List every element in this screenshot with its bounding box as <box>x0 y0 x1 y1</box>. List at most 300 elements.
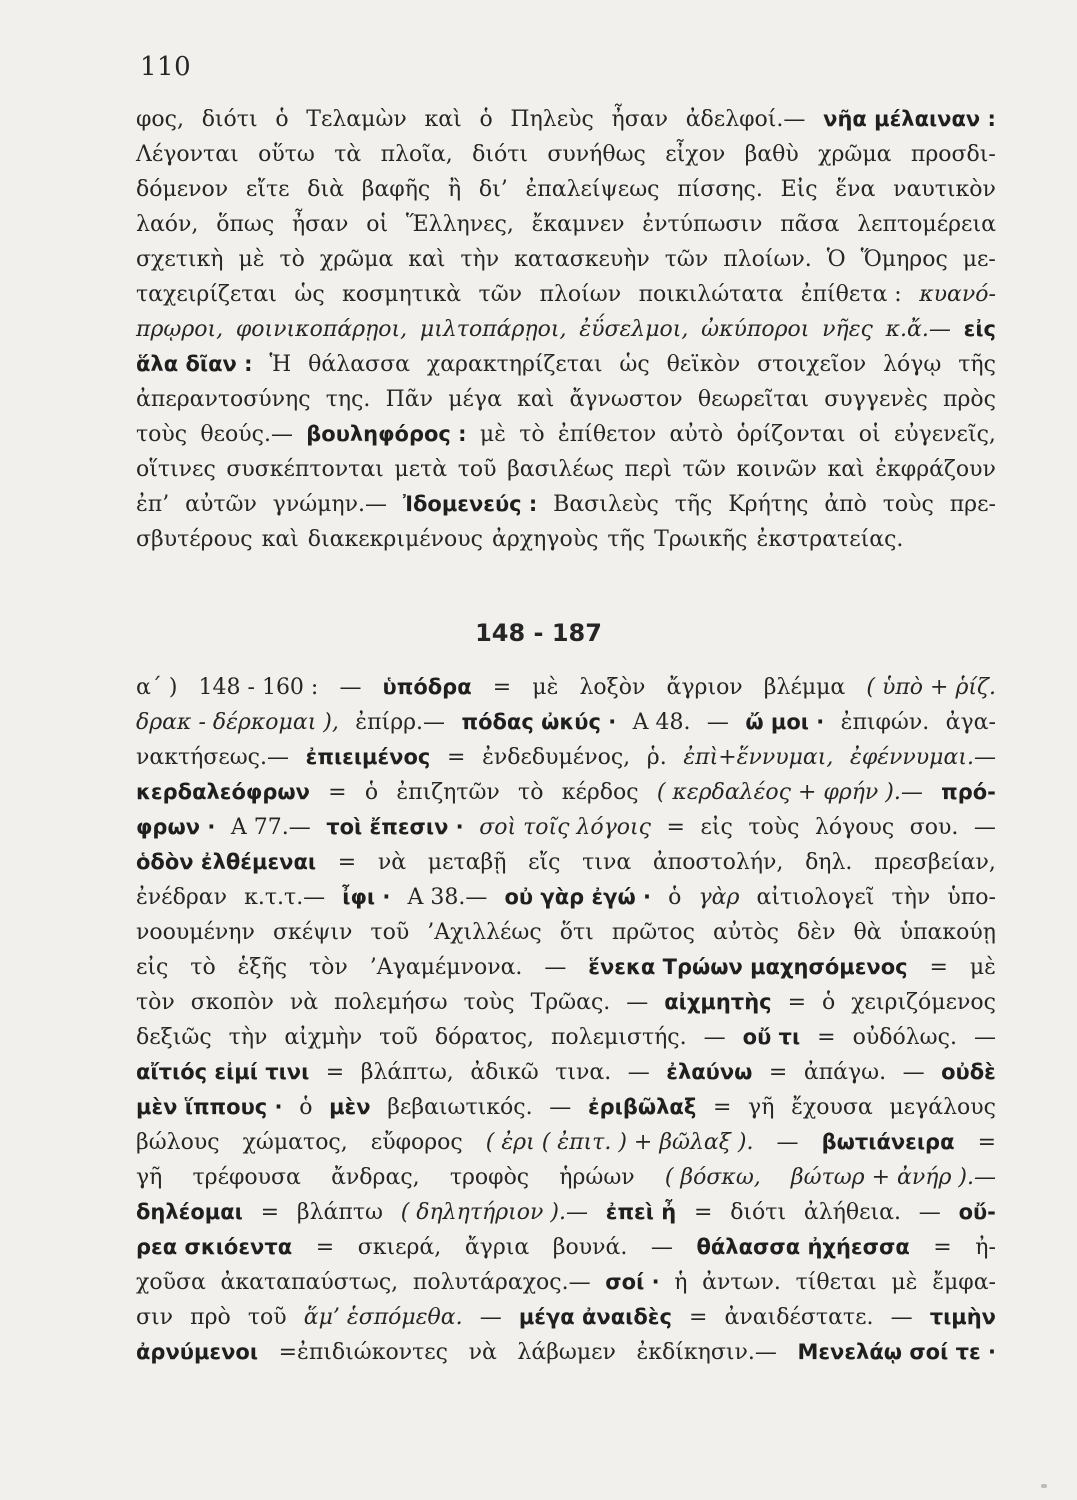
word: ναυτικὸν <box>893 177 996 202</box>
word: ἐπὶ+ἕννυμαι, <box>683 745 834 770</box>
word: = <box>712 1095 732 1120</box>
word: ὁ <box>479 107 493 132</box>
word: πρὸς <box>943 387 996 412</box>
word: τρέφουσα <box>192 1165 301 1190</box>
word: ἐπ’ <box>136 492 170 517</box>
word: καὶ <box>827 457 865 482</box>
text-line <box>136 1340 996 1375</box>
word: πρῳροι, <box>136 317 224 342</box>
word: ἡ <box>674 1270 688 1295</box>
word: θὰ <box>853 920 882 945</box>
text-line <box>136 177 996 212</box>
word: ( κερδαλέος + φρήν ).— <box>656 780 923 805</box>
word: αὐτῶν <box>185 492 257 517</box>
word: — <box>549 1095 572 1120</box>
word: ἀρχηγοὺς <box>492 527 599 552</box>
lemma: ἅλα δῖαν : <box>136 352 253 376</box>
word: κέρδος <box>561 780 639 805</box>
word: ἄνδρας, <box>331 1165 420 1190</box>
word: Εἰς <box>780 177 818 202</box>
word: = <box>446 745 466 770</box>
word: ἀγα- <box>945 710 996 735</box>
word: τὸ <box>519 422 545 447</box>
word: νὰ <box>468 1340 497 1365</box>
lemma: ἀρνύμενοι <box>136 1340 259 1364</box>
word: στοιχεῖον <box>757 352 867 377</box>
text-line <box>136 920 996 955</box>
section-heading: 148 - 187 <box>475 619 602 647</box>
lemma: αἰχμητὴς <box>664 990 772 1014</box>
word: βαφῆς <box>361 177 431 202</box>
text-line <box>136 107 996 142</box>
lemma: ἶφι · <box>342 885 391 909</box>
commentary-paragraph-2 <box>136 675 996 1375</box>
word: ( βόσκω, <box>664 1165 761 1190</box>
lemma: νῆα μέλαιναν : <box>823 107 996 131</box>
word: οὕτω <box>258 142 315 167</box>
word: οἵτινες <box>136 457 216 482</box>
word: πρεσβείαν, <box>874 850 996 875</box>
word: ἐκφράζουν <box>875 457 996 482</box>
text-line <box>136 710 996 745</box>
word: διότι <box>472 142 529 167</box>
word: = <box>666 815 685 840</box>
word: τοὺς <box>748 815 800 840</box>
word: τῶν <box>478 282 523 307</box>
word: εὐγενεῖς, <box>893 422 996 447</box>
word: εἶχον <box>665 142 726 167</box>
word: βασιλέως <box>507 457 614 482</box>
lemma: οὔ- <box>958 1200 996 1224</box>
word: ἀπὸ <box>824 492 867 517</box>
commentary-paragraph-1 <box>136 107 996 562</box>
word: — <box>706 710 729 735</box>
word: μεγάλους <box>889 1095 996 1120</box>
word: ἀναιδέστατε. <box>724 1305 874 1330</box>
text-line <box>136 1095 996 1130</box>
word: ἅμ’ ἑσπόμεθα. <box>303 1305 463 1330</box>
text-line <box>136 955 996 990</box>
word: λοξὸν <box>579 675 646 700</box>
page-number: 110 <box>140 52 192 82</box>
text-line <box>136 1200 996 1235</box>
word: ἀλήθεια. <box>803 1200 901 1225</box>
lemma: τοὶ ἔπεσιν · <box>326 815 464 839</box>
word: χρῶμα <box>818 142 892 167</box>
word: ἢ <box>447 177 462 202</box>
lemma: ὤ μοι · <box>745 710 825 734</box>
word: — <box>703 1025 726 1050</box>
lemma: ἕνεκα Τρώων μαχησόμενος <box>588 955 908 979</box>
word: σκοπὸν <box>190 990 274 1015</box>
word: της. <box>325 387 371 412</box>
word: Τρῶας. <box>530 990 611 1015</box>
word: πρε- <box>949 492 996 517</box>
text-line <box>136 247 996 282</box>
word: γῆ <box>136 1165 163 1190</box>
word: α΄ ) <box>136 675 178 700</box>
word: εἰς <box>700 815 733 840</box>
word: ἄγνωστον <box>569 387 683 412</box>
word: ὁ <box>364 780 379 805</box>
text-line <box>136 212 996 247</box>
word: Τρωικῆς <box>654 527 748 552</box>
word: ἡρώων <box>559 1165 635 1190</box>
word: τοὺς <box>463 990 515 1015</box>
text-line <box>136 1165 996 1200</box>
word: ἐΰσελμοι, <box>579 317 689 342</box>
text-line <box>136 990 996 1025</box>
word: — <box>626 990 649 1015</box>
word: ( ὑπὸ + ῥίζ. <box>866 675 996 700</box>
word: Κρήτης <box>728 492 809 517</box>
word: ἀκαταπαύστως, <box>220 1270 399 1295</box>
word: καὶ <box>517 387 555 412</box>
lemma: κερδαλεόφρων <box>136 780 310 804</box>
word: ἐφέννυμαι.— <box>850 745 996 770</box>
word: μὲ <box>238 247 265 272</box>
word: ὠκύποροι <box>701 317 810 342</box>
lemma: βωτιάνειρα <box>821 1130 955 1154</box>
lemma: ὑπόδρα <box>382 675 472 699</box>
word: καὶ <box>408 247 446 272</box>
word: τοῦ <box>247 1305 287 1330</box>
text-line <box>136 885 996 920</box>
word: σχετικὴ <box>136 247 224 272</box>
word: ἔμφα- <box>932 1270 996 1295</box>
word: ἐνδεδυμένος, <box>482 745 631 770</box>
word: ἀποστολήν, <box>652 850 784 875</box>
word: Ἡ <box>269 352 292 377</box>
word: κ.ἄ.— <box>885 317 951 342</box>
word: ποικιλώτατα <box>638 282 784 307</box>
word: χοῦσα <box>136 1270 206 1295</box>
lemma: ὁδὸν ἐλθέμεναι <box>136 850 317 874</box>
word: Ὅμηρος <box>860 247 948 272</box>
word: νοουμένην <box>136 920 255 945</box>
lemma: τιμὴν <box>929 1305 996 1329</box>
word: ὑπακούῃ <box>899 920 996 945</box>
text-line <box>136 387 996 422</box>
word: περὶ <box>624 457 672 482</box>
word: ὁ <box>821 990 836 1015</box>
word: λόγους <box>814 815 895 840</box>
word: τοῦ <box>370 920 410 945</box>
word: ἦσαν <box>291 212 349 237</box>
word: διακεκριμένους <box>307 527 483 552</box>
word: ἀντων. <box>702 1270 781 1295</box>
word: ἄγριον <box>666 675 743 700</box>
word: λόγῳ <box>883 352 942 377</box>
word: τῶν <box>664 247 709 272</box>
word: λαόν, <box>136 212 199 237</box>
word: βλάπτω, <box>360 1060 454 1085</box>
word: μὲ <box>891 1270 918 1295</box>
word: Τελαμὼν <box>306 107 407 132</box>
text-line <box>136 1235 996 1270</box>
lemma: εἰς <box>963 317 996 341</box>
word: δεξιῶς <box>136 1025 212 1050</box>
word: τὴν <box>460 247 500 272</box>
word: δόρατος, <box>434 1025 534 1050</box>
word: τὸν <box>136 990 175 1015</box>
word: ὁ <box>275 107 289 132</box>
word: νὰ <box>289 990 319 1015</box>
word: νῆες <box>822 317 873 342</box>
word: ἐπίρρ.— <box>355 710 446 735</box>
word: — <box>544 955 567 980</box>
word: ἔκαμνεν <box>531 212 625 237</box>
word: ἀπεραντοσύνης <box>136 387 311 412</box>
word: ἐπίθετον <box>557 422 657 447</box>
word: φος, <box>136 107 184 132</box>
lemma: βουληφόρος : <box>306 422 467 446</box>
word: σκέψιν <box>272 920 353 945</box>
text-line <box>136 675 996 710</box>
word: εὔφορος <box>370 1130 463 1155</box>
word: Α 38.— <box>407 885 488 910</box>
word: γὰρ <box>698 885 740 910</box>
word: αἰτιολογεῖ <box>756 885 875 910</box>
word: χώματος, <box>242 1130 348 1155</box>
word: ἐπίθετα : <box>800 282 902 307</box>
lemma: ἐλαύνω <box>666 1060 753 1084</box>
lemma: ρεα σκιόεντα <box>136 1235 293 1259</box>
word: — <box>918 1200 941 1225</box>
word: = <box>492 675 512 700</box>
word: ὁ <box>668 885 682 910</box>
word: τῆς <box>674 492 713 517</box>
word: αὐτὸ <box>669 422 724 447</box>
word: Α 48. <box>632 710 691 735</box>
word: κυανό- <box>919 282 996 307</box>
word: σκιερά, <box>357 1235 442 1260</box>
word: ’Αγαμέμνονα. <box>369 955 523 980</box>
word: ταχειρίζεται <box>136 282 277 307</box>
word: τὴν <box>891 885 931 910</box>
lemma: μέγα ἀναιδὲς <box>518 1305 672 1329</box>
word: 148 - 160 : <box>198 675 319 700</box>
word: πλοίων. <box>723 247 812 272</box>
lemma: ἐπιειμένος <box>305 745 431 769</box>
word: — <box>339 675 362 700</box>
word: αὐτὸς <box>712 920 779 945</box>
word: ὁρίζονται <box>736 422 846 447</box>
word: τοὺς <box>882 492 934 517</box>
word: τῶν <box>682 457 726 482</box>
word: τὸ <box>190 955 216 980</box>
word: πολεμήσω <box>334 990 448 1015</box>
word: ὁ <box>299 1095 313 1120</box>
text-line <box>136 745 996 780</box>
word: καὶ <box>424 107 462 132</box>
word: ῥ. <box>646 745 667 770</box>
word: Βασιλεὺς <box>553 492 659 517</box>
word: ὡς <box>294 282 325 307</box>
word: αἰχμὴν <box>284 1025 363 1050</box>
word: = <box>328 780 347 805</box>
word: — <box>890 1305 913 1330</box>
word: κοινῶν <box>736 457 817 482</box>
word: μέγα <box>448 387 502 412</box>
word: εἴτε <box>245 177 290 202</box>
text-line <box>136 527 996 562</box>
word: Πηλεὺς <box>510 107 594 132</box>
word: θεϊκὸν <box>666 352 741 377</box>
lemma: μὲν <box>329 1095 371 1119</box>
word: βώλους <box>136 1130 220 1155</box>
word: εἴς <box>528 850 561 875</box>
word: μιλτοπάρῃοι, <box>419 317 567 342</box>
word: μετὰ <box>394 457 448 482</box>
word: = <box>689 1305 708 1330</box>
word: τὸ <box>518 780 544 805</box>
word: — <box>627 1060 650 1085</box>
word: διὰ <box>307 177 344 202</box>
text-line <box>136 1060 996 1095</box>
lemma: αἴτιός εἰμί τινι <box>136 1060 310 1084</box>
word: βώτωρ + ἀνήρ ).— <box>790 1165 996 1190</box>
word: = <box>933 1235 952 1260</box>
word: ἦσαν <box>611 107 668 132</box>
lemma: οὐ γὰρ ἐγώ · <box>504 885 652 909</box>
word: τροφὸς <box>449 1165 530 1190</box>
word: φοινικοπάρῃοι, <box>235 317 408 342</box>
word: ἐπιζητῶν <box>396 780 500 805</box>
word: = <box>325 1060 345 1085</box>
word: με- <box>962 247 996 272</box>
lemma: Μενελάῳ σοί τε · <box>797 1340 996 1364</box>
word: πίσσης. <box>677 177 763 202</box>
word: κατασκευὴν <box>514 247 650 272</box>
word: = <box>768 1060 788 1085</box>
word: λάβωμεν <box>517 1340 616 1365</box>
word: Ἕλληνες, <box>405 212 514 237</box>
word: = <box>337 850 357 875</box>
word: — <box>479 1305 502 1330</box>
word: τοῦ <box>457 457 497 482</box>
word: ἐκστρατείας. <box>756 527 904 552</box>
word: = <box>787 990 806 1015</box>
word: πᾶσα <box>780 212 840 237</box>
word: διότι <box>201 107 258 132</box>
word: = <box>929 955 948 980</box>
text-line <box>136 142 996 177</box>
word: οὐδόλως. <box>852 1025 957 1050</box>
text-line <box>136 317 996 352</box>
word: — <box>902 1060 925 1085</box>
word: οἱ <box>366 212 389 237</box>
word: βλέμμα <box>763 675 846 700</box>
word: θεωρεῖται <box>697 387 810 412</box>
word: πλοῖα, <box>380 142 453 167</box>
paper-speck <box>1041 1484 1047 1488</box>
word: τίθεται <box>795 1270 877 1295</box>
word: — <box>973 1025 996 1050</box>
word: σβυτέρους <box>136 527 253 552</box>
text-line <box>136 492 996 527</box>
text-line <box>136 282 996 317</box>
lemma: θάλασσα ἠχήεσσα <box>696 1235 910 1259</box>
word: γνώμην.— <box>272 492 387 517</box>
text-line <box>136 457 996 492</box>
text-line <box>136 815 996 850</box>
word: νὰ <box>377 850 407 875</box>
word: ἐντύπωσιν <box>642 212 763 237</box>
word: σοὶ τοῖς λόγοις <box>479 815 651 840</box>
word: συνήθως <box>547 142 646 167</box>
word: = <box>260 1200 280 1225</box>
word: βλάπτω <box>296 1200 383 1225</box>
word: πρῶτος <box>611 920 695 945</box>
text-line <box>136 1130 996 1165</box>
word: ἐνέδραν <box>136 885 227 910</box>
word: πολυτάραχος.— <box>412 1270 591 1295</box>
word: τοὺς <box>136 422 188 447</box>
word: χαρακτηρίζεται <box>426 352 603 377</box>
word: λεπτομέρεια <box>857 212 996 237</box>
word: βαθὺ <box>744 142 799 167</box>
word: χειριζόμενος <box>851 990 996 1015</box>
word: δι’ <box>478 177 508 202</box>
word: τὴν <box>228 1025 268 1050</box>
word: ἄγρια <box>464 1235 530 1260</box>
word: συγγενὲς <box>824 387 928 412</box>
word: ἑξῆς <box>237 955 288 980</box>
text-line <box>136 1025 996 1060</box>
word: δόμενον <box>136 177 229 202</box>
word: δηλ. <box>805 850 853 875</box>
word: γῆ <box>748 1095 775 1120</box>
word: ἐπιφών. <box>840 710 930 735</box>
text-line <box>136 422 996 457</box>
word: κοσμητικὰ <box>342 282 462 307</box>
word: Α 77.— <box>230 815 311 840</box>
word: τῆς <box>607 527 646 552</box>
lemma: οὔ τι <box>742 1025 801 1049</box>
word: τινα <box>582 850 632 875</box>
word: χρῶμα <box>319 247 394 272</box>
word: Λέγονται <box>136 142 239 167</box>
word: ’Αχιλλέως <box>427 920 542 945</box>
word: ὡς <box>619 352 650 377</box>
word: πλοίων <box>539 282 622 307</box>
word: συσκέπτονται <box>226 457 384 482</box>
word: ( δηλητήριον ).— <box>400 1200 588 1225</box>
word: θάλασσα <box>308 352 410 377</box>
word: ἔχουσα <box>791 1095 873 1120</box>
lemma: σοί · <box>605 1270 660 1294</box>
word: θεούς.— <box>200 422 293 447</box>
word: ἀδελφοί.— <box>685 107 806 132</box>
word: καὶ <box>261 527 299 552</box>
word: ἐκδίκησιν.— <box>636 1340 777 1365</box>
word: ἕνα <box>835 177 876 202</box>
word: διότι <box>730 1200 787 1225</box>
text-line <box>136 1305 996 1340</box>
word: τὰ <box>334 142 362 167</box>
word: — <box>973 815 996 840</box>
text-line <box>136 352 996 387</box>
lemma: ἐπεὶ ἦ <box>605 1200 677 1224</box>
lemma: φρων · <box>136 815 216 839</box>
word: τινα. <box>555 1060 612 1085</box>
word: μὲ <box>969 955 996 980</box>
word: = <box>315 1235 335 1260</box>
word: νακτήσεως.— <box>136 745 290 770</box>
word: εἰς <box>136 955 169 980</box>
word: — <box>776 1130 799 1155</box>
